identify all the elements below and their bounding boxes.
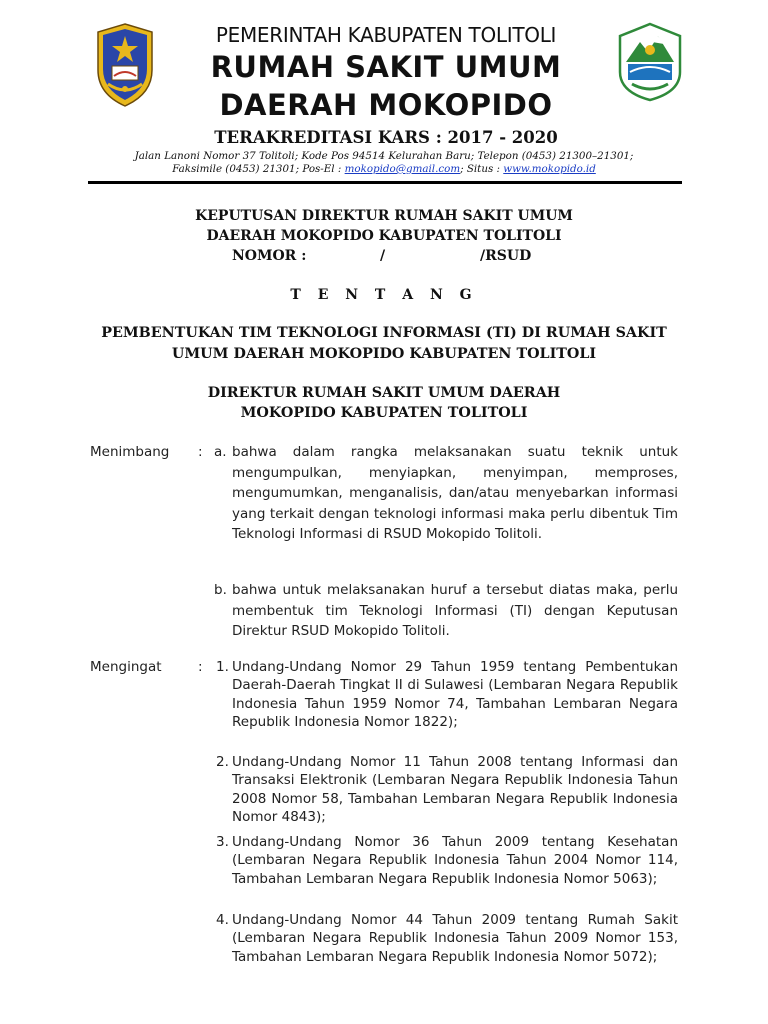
fax-label: Faksimile (0453) 21301; Pos-El : (172, 163, 342, 175)
director-line1: DIREKTUR RUMAH SAKIT UMUM DAERAH (207, 385, 561, 401)
decree-number-separator: / (380, 248, 386, 264)
mengingat-item-1: Undang-Undang Nomor 29 Tahun 1959 tentang Pembentukan Daerah-Daerah Tingkat II di Sulawesi (Lembaran Negara Republik Indonesia Tahun 1959 Nomor 74, Tambahan Lembaran Negara Republik Indonesia Nomor 1822); (232, 659, 678, 730)
menimbang-item-a: bahwa dalam rangka melaksanakan suatu teknik untuk mengumpulkan, menyiapkan, menyimpan, memproses, mengumumkan, menganalisis, dan/atau menyebarkan informasi yang terkait dengan teknologi informasi maka perlu dibentuk Tim Teknologi Informasi di RSUD Mokopido Tolitoli. (232, 444, 678, 543)
mengingat-colon: : (198, 659, 203, 675)
regency-crest-logo (94, 22, 156, 108)
hospital-emblem-logo (616, 22, 684, 102)
website-link[interactable]: www.mokopido.id (503, 163, 596, 175)
hospital-name-line2: DAERAH MOKOPIDO (219, 88, 553, 122)
mengingat-item-2: Undang-Undang Nomor 11 Tahun 2008 tentang Informasi dan Transaksi Elektronik (Lembaran Negara Republik Indonesia Tahun 2008 Nomor 58, Tambahan Lembaran Negara Republik Indonesia Nomor 4843); (232, 754, 678, 825)
mengingat-label: Mengingat (90, 659, 162, 675)
site-label: ; Situs : (460, 163, 500, 175)
mengingat-item-2-marker: 2. (216, 754, 229, 770)
subject-line1: PEMBENTUKAN TIM TEKNOLOGI INFORMASI (TI) DI RUMAH SAKIT (101, 325, 667, 341)
about-heading: T E N T A N G (290, 287, 478, 303)
menimbang-item-b-marker: b. (214, 582, 227, 598)
decree-number-suffix: /RSUD (480, 248, 532, 264)
hospital-name-line1: RUMAH SAKIT UMUM (210, 50, 562, 84)
decree-title-line2: DAERAH MOKOPIDO KABUPATEN TOLITOLI (206, 228, 562, 244)
menimbang-label: Menimbang (90, 444, 170, 460)
address-line: Jalan Lanoni Nomor 37 Tolitoli; Kode Pos 94514 Kelurahan Baru; Telepon (0453) 21300–21301; (134, 150, 634, 162)
accreditation-line: TERAKREDITASI KARS : 2017 - 2020 (214, 128, 558, 147)
mengingat-item-1-marker: 1. (216, 659, 229, 675)
decree-number-label: NOMOR : (232, 248, 307, 264)
mengingat-item-3-marker: 3. (216, 834, 229, 850)
decree-title-line1: KEPUTUSAN DIREKTUR RUMAH SAKIT UMUM (195, 208, 573, 224)
email-link[interactable]: mokopido@gmail.com (344, 163, 461, 175)
header-divider (88, 181, 682, 184)
government-name: PEMERINTAH KABUPATEN TOLITOLI (215, 23, 557, 47)
menimbang-colon: : (198, 444, 203, 460)
director-line2: MOKOPIDO KABUPATEN TOLITOLI (240, 405, 528, 421)
subject-line2: UMUM DAERAH MOKOPIDO KABUPATEN TOLITOLI (171, 346, 597, 362)
menimbang-item-b: bahwa untuk melaksanakan huruf a tersebut diatas maka, perlu membentuk tim Teknologi Informasi (TI) dengan Keputusan Direktur RSUD Mokopido Tolitoli. (232, 582, 678, 640)
menimbang-item-a-marker: a. (214, 444, 227, 460)
mengingat-item-3: Undang-Undang Nomor 36 Tahun 2009 tentang Kesehatan (Lembaran Negara Republik Indonesia Tahun 2004 Nomor 114, Tambahan Lembaran Negara Republik Indonesia Nomor 5063); (232, 834, 678, 887)
mengingat-item-4: Undang-Undang Nomor 44 Tahun 2009 tentang Rumah Sakit (Lembaran Negara Republik Indonesia Tahun 2009 Nomor 153, Tambahan Lembaran Negara Republik Indonesia Nomor 5072); (232, 912, 678, 965)
mengingat-item-4-marker: 4. (216, 912, 229, 928)
contact-line (90, 163, 678, 175)
